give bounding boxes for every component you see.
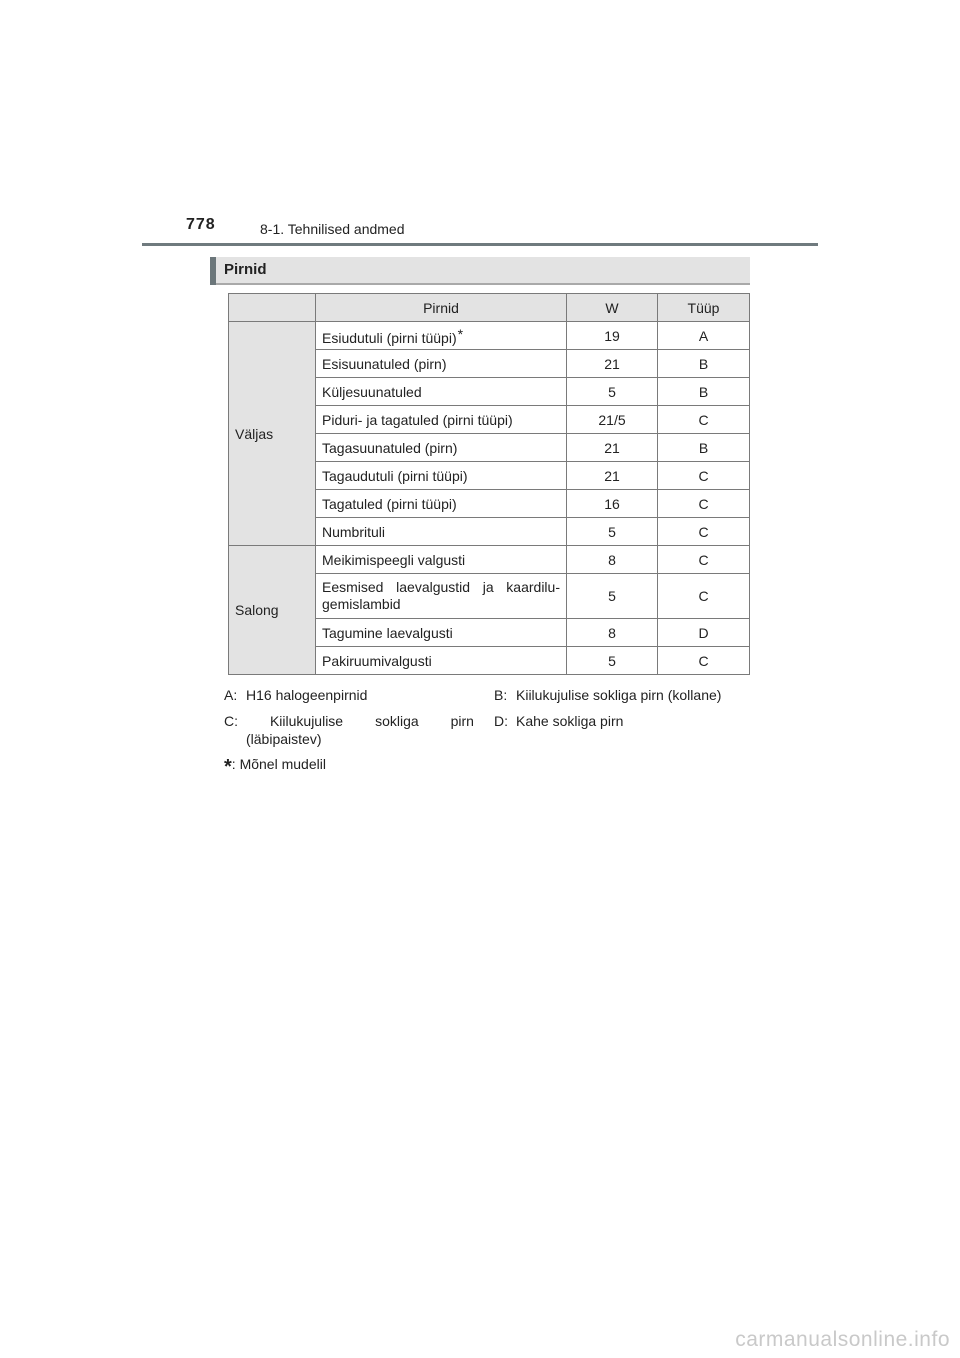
bulb-name: Esisuunatuled (pirn) (316, 350, 567, 378)
bulb-type: C (658, 406, 750, 434)
bulb-watts: 8 (567, 546, 658, 574)
bulb-name (316, 574, 567, 619)
footnote-text: : Mõnel mudelil (231, 756, 326, 772)
bulb-watts: 5 (567, 647, 658, 675)
bulb-watts: 16 (567, 490, 658, 518)
group-label-interior: Salong (229, 546, 316, 675)
legend-key: A: (224, 687, 238, 703)
header-cell-group (229, 294, 316, 322)
legend-text: Kahe sokliga pirn (516, 713, 624, 729)
header-cell-bulbs: Pirnid (316, 294, 567, 322)
legend-word: pirn (450, 713, 474, 729)
footnote (224, 756, 326, 779)
table-row (229, 546, 750, 574)
group-label-exterior: Väljas (229, 322, 316, 546)
bulb-name: Küljesuunatuled (316, 378, 567, 406)
bulb-type: C (658, 490, 750, 518)
bulb-watts: 5 (567, 378, 658, 406)
bulb-type: C (658, 518, 750, 546)
bulb-watts: 5 (567, 574, 658, 619)
bulb-watts: 21/5 (567, 406, 658, 434)
bulb-name: Tagaudutuli (pirni tüüpi) (316, 462, 567, 490)
bulb-name-text: Eesmised laevalgustid ja kaardilu-gemislambid (322, 579, 560, 612)
header-cell-watts: W (567, 294, 658, 322)
chapter-heading: 8-1. Tehnilised andmed (260, 221, 405, 237)
bulb-name: Tagatuled (pirni tüüpi) (316, 490, 567, 518)
bulb-type: D (658, 619, 750, 647)
bulb-name: Numbrituli (316, 518, 567, 546)
watermark: carmanualsonline.info (735, 1328, 950, 1351)
legend-key: C: (224, 713, 238, 729)
bulb-name: Meikimispeegli valgusti (316, 546, 567, 574)
footnote-marker: * (457, 325, 464, 342)
legend-key: D: (494, 713, 508, 729)
bulb-watts: 21 (567, 434, 658, 462)
section-title-bar (210, 257, 750, 285)
bulb-type: C (658, 647, 750, 675)
bulb-watts: 21 (567, 462, 658, 490)
bulb-name: Tagasuunatuled (pirn) (316, 434, 567, 462)
legend-item-c (224, 712, 474, 748)
legend-text: (läbipaistev) (246, 731, 322, 747)
bulb-spec-table (228, 293, 750, 675)
legend-item-d (494, 712, 623, 730)
bulb-name: Pakiruumivalgusti (316, 647, 567, 675)
bulb-type: B (658, 378, 750, 406)
table-row (229, 322, 750, 350)
bulb-type: B (658, 434, 750, 462)
legend-line (224, 712, 474, 730)
legend-item-a (224, 686, 367, 704)
section-accent-marker (210, 257, 216, 285)
legend-word: Kiilukujulise (269, 713, 344, 729)
legend-word: sokliga (375, 713, 419, 729)
section-title: Pirnid (224, 261, 267, 278)
header-divider (142, 243, 818, 246)
bulb-name: Piduri- ja tagatuled (pirni tüüpi) (316, 406, 567, 434)
footnote-marker: * (224, 756, 232, 778)
bulb-type: C (658, 546, 750, 574)
legend-text: H16 halogeenpirnid (246, 687, 368, 703)
bulb-type: C (658, 462, 750, 490)
header-cell-type: Tüüp (658, 294, 750, 322)
table-header-row (229, 294, 750, 322)
bulb-watts: 21 (567, 350, 658, 378)
page-number: 778 (186, 216, 216, 233)
legend-key: B: (494, 687, 508, 703)
bulb-name: Tagumine laevalgusti (316, 619, 567, 647)
bulb-name (316, 322, 567, 350)
bulb-name-text: Esiudutuli (pirni tüüpi) (322, 329, 457, 346)
legend-text: Kiilukujulise sokliga pirn (kollane) (516, 687, 722, 703)
legend-item-b (494, 686, 721, 704)
bulb-type: A (658, 322, 750, 350)
bulb-watts: 8 (567, 619, 658, 647)
bulb-type: C (658, 574, 750, 619)
bulb-watts: 5 (567, 518, 658, 546)
bulb-type: B (658, 350, 750, 378)
bulb-watts: 19 (567, 322, 658, 350)
